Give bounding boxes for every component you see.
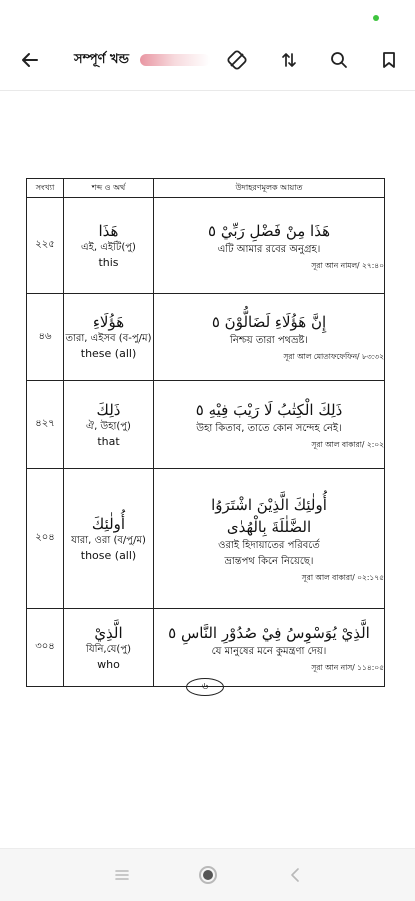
- example-cell: [154, 294, 385, 381]
- arabic-word: ذَلِكَ: [96, 400, 121, 419]
- header-word-meaning: শব্দ ও অর্থ: [64, 179, 154, 198]
- arabic-verse: إِنَّ هَؤُلَاءِ لَضَالُّوْنَ ٥: [211, 313, 327, 331]
- word-cell: [64, 381, 154, 469]
- english-meaning: who: [97, 657, 120, 671]
- bangla-meaning: যিনি,যে(পু): [85, 643, 132, 655]
- verse-reference: সূরা আল বাকারা/ ০২:১৭৫: [301, 572, 384, 582]
- row-number: ২২৫: [27, 198, 64, 294]
- row-number: ২০৪: [27, 469, 64, 609]
- english-meaning: those (all): [80, 548, 137, 562]
- verse-translation-line-2: ভ্রান্তপথ কিনে নিয়েছে।: [224, 555, 314, 567]
- verse-reference: সূরা আন নাস/ ১১৪:০৫: [311, 662, 384, 672]
- arabic-verse: الَّذِيْ يُوَسْوِسُ فِيْ صُدُوْرِ النَّاسِ ٥: [168, 623, 370, 642]
- english-meaning: these (all): [80, 347, 137, 360]
- english-meaning: this: [98, 255, 119, 269]
- table-header-row: [27, 179, 385, 198]
- verse-translation: নিশ্চয় তারা পথভ্রষ্ট।: [230, 335, 308, 346]
- home-icon[interactable]: [196, 863, 220, 887]
- page-number: ৬: [186, 678, 224, 696]
- title-highlight-mark: [140, 54, 210, 66]
- verse-reference: সূরা আন নামল/ ২৭:৪০: [311, 260, 384, 270]
- english-meaning: that: [97, 434, 120, 448]
- table-row: [27, 294, 385, 381]
- status-indicator-dot: [373, 15, 379, 21]
- arabic-word: الَّذِيْ: [94, 623, 123, 642]
- bangla-meaning: এই, এইটি(পু): [81, 241, 136, 253]
- back-arrow-icon[interactable]: [16, 46, 44, 74]
- menu-icon[interactable]: [110, 863, 134, 887]
- toolbar-divider: [0, 90, 415, 91]
- table-row: [27, 469, 385, 609]
- arabic-verse: هَذَا مِنْ فَضْلِ رَبِّيْ ٥: [208, 221, 330, 240]
- header-example-verse: উদাহরণমূলক আয়াত: [154, 179, 385, 198]
- example-cell: [154, 469, 385, 609]
- row-number: ৪৬: [27, 294, 64, 381]
- row-number: ৪২৭: [27, 381, 64, 469]
- verse-reference: সূরা আল মোতাফফেফিন/ ৮৩:৩২: [283, 352, 384, 361]
- vocabulary-table: [26, 178, 385, 687]
- search-icon[interactable]: [325, 46, 353, 74]
- system-nav-bar: [0, 848, 415, 901]
- row-number: ৩০৪: [27, 609, 64, 687]
- arabic-word: هَذَا: [98, 221, 119, 240]
- arabic-verse: ذَلِكَ الْكِتٰبُ لَا رَيْبَ فِيْهِ ٥: [195, 400, 343, 419]
- example-cell: [154, 198, 385, 294]
- word-cell: [64, 469, 154, 609]
- word-cell: [64, 609, 154, 687]
- word-cell: [64, 198, 154, 294]
- table-row: [27, 609, 385, 687]
- verse-translation: এটি আমার রবের অনুগ্রহ।: [217, 243, 321, 255]
- swap-vertical-icon[interactable]: [275, 46, 303, 74]
- bangla-meaning: তারা, এইসব (ব-পু/ম): [65, 333, 152, 344]
- example-cell: [154, 609, 385, 687]
- arabic-verse-line-1: أُولٰئِكَ الَّذِيْنَ اشْتَرَوُا: [211, 495, 327, 514]
- verse-translation: যে মানুষের মনে কুমন্ত্রণা দেয়।: [211, 645, 327, 657]
- arabic-word: هَؤُلَاءِ: [92, 313, 125, 331]
- verse-translation-line-1: ওরাই হিদায়াতের পরিবর্তে: [218, 539, 320, 551]
- verse-reference: সূরা আল বাকারা/ ২:০২: [311, 439, 384, 449]
- document-title: সম্পূর্ণ খন্ড: [74, 52, 129, 67]
- arabic-verse-line-2: الضَّلٰلَةَ بِالْهُدٰى: [226, 517, 312, 536]
- verse-translation: উহা কিতাব, তাতে কোন সন্দেহ নেই।: [196, 422, 342, 434]
- table-row: [27, 381, 385, 469]
- rotate-icon[interactable]: [223, 46, 251, 74]
- bangla-meaning: ঐ, উহা(পু): [86, 420, 131, 432]
- word-cell: [64, 294, 154, 381]
- bangla-meaning: যারা, ওরা (ব/পু/ম): [71, 534, 146, 546]
- table-row: [27, 198, 385, 294]
- arabic-word: أُولٰئِكَ: [91, 514, 126, 533]
- back-icon[interactable]: [283, 863, 307, 887]
- header-number: সংখ্যা: [27, 179, 64, 198]
- bookmark-icon[interactable]: [375, 46, 403, 74]
- example-cell: [154, 381, 385, 469]
